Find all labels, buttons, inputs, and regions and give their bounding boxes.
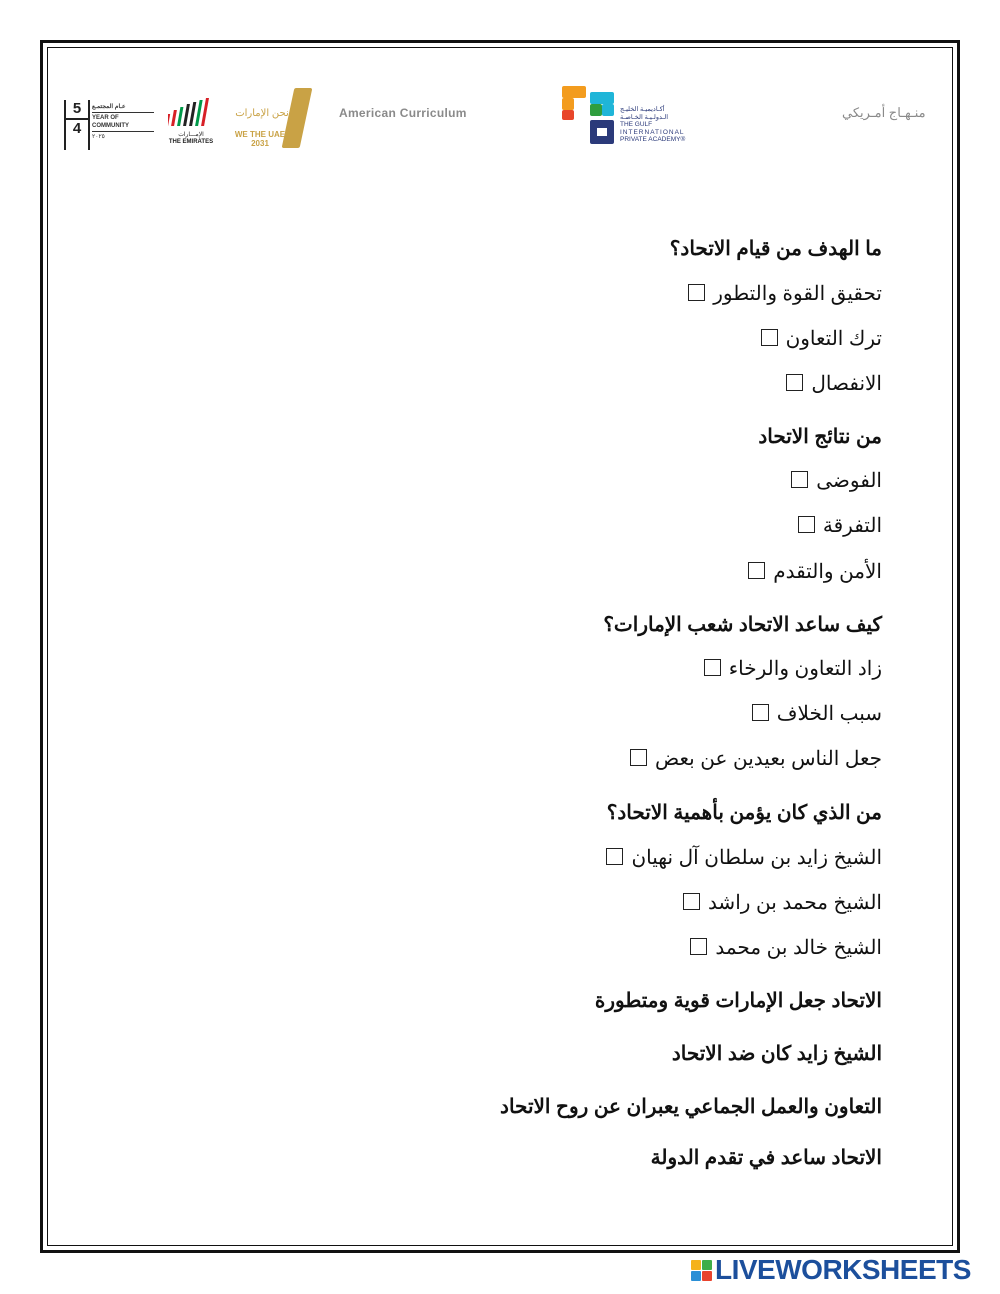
checkbox[interactable]	[630, 749, 647, 766]
statement-2: الشيخ زايد كان ضد الاتحاد	[671, 1043, 882, 1065]
year-of-community-logo	[64, 100, 154, 152]
option-label: الشيخ محمد بن راشد	[707, 892, 882, 914]
question-3: كيف ساعد الاتحاد شعب الإمارات؟	[603, 614, 882, 636]
checkbox[interactable]	[683, 893, 700, 910]
checkbox[interactable]	[798, 516, 815, 533]
academy-name-en-2: INTERNATIONAL	[620, 128, 685, 136]
liveworksheets-logo[interactable]	[691, 1255, 991, 1287]
question-1: ما الهدف من قيام الاتحاد؟	[669, 238, 882, 260]
checkbox[interactable]	[704, 659, 721, 676]
badge-digit-bottom: 4	[66, 118, 88, 138]
question-4: من الذي كان يؤمن بأهمية الاتحاد؟	[606, 802, 882, 824]
we-the-uae-logo	[220, 88, 316, 152]
academy-name-ar-2: الـدولـيـة الخـاصـة	[620, 113, 669, 121]
option-label: زاد التعاون والرخاء	[728, 658, 882, 680]
badge-line-year: ٢٠٢٥	[92, 134, 105, 140]
gipa-mark-icon	[560, 84, 616, 148]
checkbox[interactable]	[748, 562, 765, 579]
page-border-inner	[47, 47, 953, 1246]
option-2-1[interactable]	[791, 468, 882, 493]
option-1-1[interactable]	[688, 281, 882, 306]
academy-name-en-1: THE GULF	[620, 121, 653, 128]
badge-line-ar: عـام المجتمـع	[92, 102, 154, 113]
option-3-2[interactable]	[752, 701, 882, 726]
checkbox[interactable]	[752, 704, 769, 721]
academy-name-en-3: PRIVATE ACADEMY®	[620, 136, 686, 143]
checkbox[interactable]	[606, 848, 623, 865]
option-label: سبب الخلاف	[776, 703, 882, 725]
emirates-label-ar: الإمـــارات	[178, 132, 204, 138]
question-2: من نتائج الاتحاد	[758, 426, 882, 448]
option-label: الشيخ خالد بن محمد	[715, 937, 882, 959]
gulf-academy-logo	[560, 84, 720, 148]
option-3-1[interactable]	[704, 656, 882, 681]
option-2-2[interactable]	[798, 513, 882, 538]
checkbox[interactable]	[786, 374, 803, 391]
option-label: الفوضى	[816, 470, 882, 492]
option-2-3[interactable]	[748, 559, 882, 584]
option-4-2[interactable]	[683, 890, 882, 915]
checkbox[interactable]	[761, 329, 778, 346]
option-1-3[interactable]	[786, 371, 882, 396]
we-the-uae-en-block	[220, 130, 300, 148]
liveworksheets-brand: LIVEWORKSHEETS	[715, 1254, 971, 1285]
option-1-2[interactable]	[761, 326, 882, 351]
option-3-3[interactable]	[630, 746, 882, 771]
checkbox[interactable]	[791, 471, 808, 488]
statement-1: الاتحاد جعل الإمارات قوية ومتطورة	[594, 990, 882, 1012]
we-the-uae-year: 2031	[251, 139, 269, 148]
option-label: جعل الناس بعيدين عن بعض	[655, 748, 882, 770]
the-emirates-logo	[166, 98, 216, 148]
liveworksheets-tiles-icon	[691, 1260, 713, 1282]
checkbox[interactable]	[688, 284, 705, 301]
option-label: التفرقة	[822, 515, 882, 537]
option-label: تحقيق القوة والتطور	[713, 283, 882, 305]
option-label: الانفصال	[811, 373, 882, 395]
statement-4: الاتحاد ساعد في تقدم الدولة	[650, 1147, 882, 1169]
option-4-1[interactable]	[606, 845, 882, 870]
option-label: الأمن والتقدم	[773, 561, 882, 583]
emirates-bars-icon	[168, 98, 214, 128]
option-label: ترك التعاون	[785, 328, 882, 350]
statement-3: التعاون والعمل الجماعي يعبران عن روح الاتحاد	[500, 1096, 882, 1118]
badge-line-en: YEAR OF COMMUNITY	[92, 113, 154, 132]
american-curriculum-label: American Curriculum	[339, 106, 467, 120]
we-the-uae-en: WE THE UAE	[234, 130, 286, 139]
we-the-uae-ar: نحن الإمارات	[235, 108, 289, 119]
option-4-3[interactable]	[690, 935, 882, 960]
badge-digit-top: 5	[72, 100, 82, 117]
emirates-label-en: THE EMIRATES	[168, 139, 214, 145]
option-label: الشيخ زايد بن سلطان آل نهيان	[631, 847, 882, 869]
american-curriculum-ar-label: منـهـاج أمـريكي	[842, 105, 926, 120]
checkbox[interactable]	[690, 938, 707, 955]
academy-name-ar-1: أكـاديميـة الخليـج	[620, 106, 665, 113]
